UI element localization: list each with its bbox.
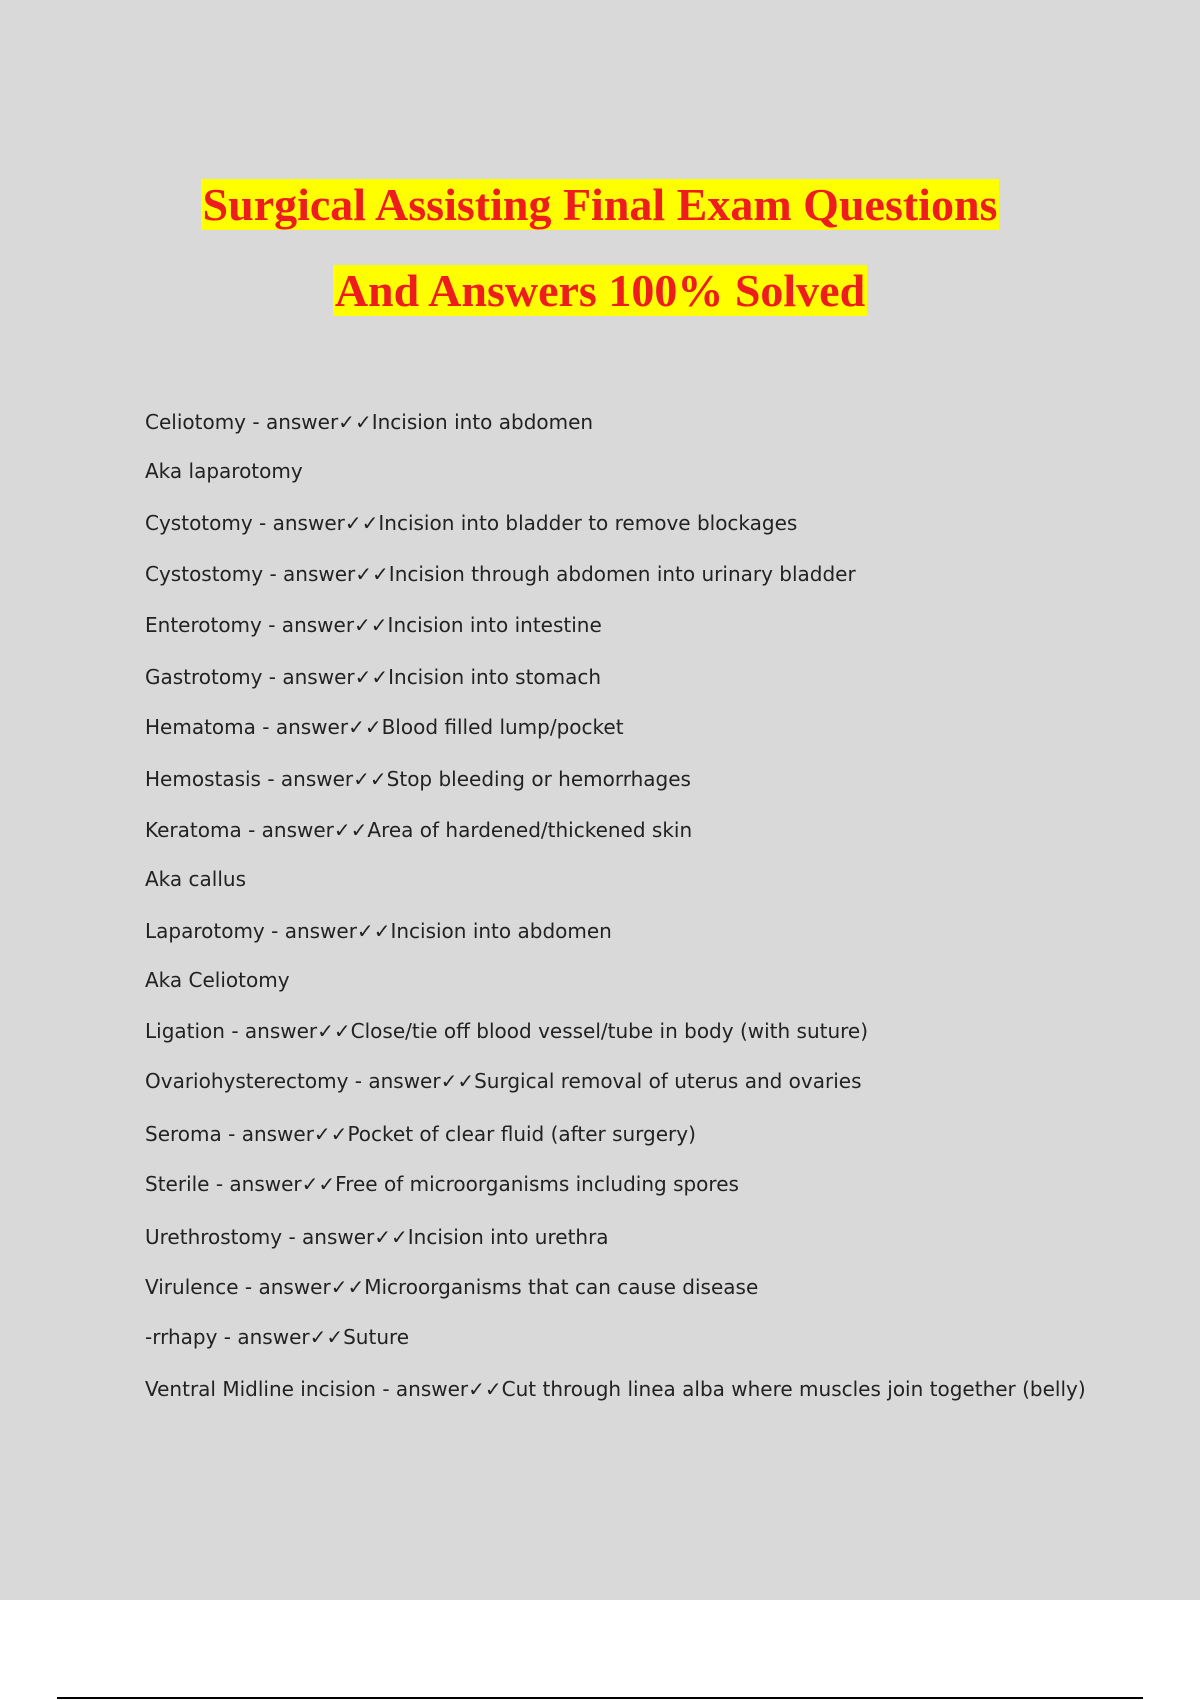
qa-entry: Urethrostomy - answer✓✓Incision into urethra bbox=[145, 1225, 609, 1249]
title-text-1: Surgical Assisting Final Exam Questions bbox=[202, 179, 998, 230]
qa-entry: Ovariohysterectomy - answer✓✓Surgical removal of uterus and ovaries bbox=[145, 1069, 862, 1093]
qa-entry: Keratoma - answer✓✓Area of hardened/thickened skin bbox=[145, 818, 693, 842]
qa-entry: Cystotomy - answer✓✓Incision into bladder to remove blockages bbox=[145, 511, 798, 535]
qa-entry: Ligation - answer✓✓Close/tie off blood vessel/tube in body (with suture) bbox=[145, 1019, 869, 1043]
qa-entry: Aka callus bbox=[145, 867, 246, 891]
page-title bbox=[0, 162, 1200, 334]
qa-entry: Aka laparotomy bbox=[145, 459, 303, 483]
qa-entry: Virulence - answer✓✓Microorganisms that can cause disease bbox=[145, 1275, 759, 1299]
title-text-2: And Answers 100% Solved bbox=[334, 265, 866, 316]
qa-entry: Hematoma - answer✓✓Blood filled lump/pocket bbox=[145, 715, 624, 739]
qa-entry: Hemostasis - answer✓✓Stop bleeding or hemorrhages bbox=[145, 767, 691, 791]
qa-entry: Seroma - answer✓✓Pocket of clear fluid (after surgery) bbox=[145, 1122, 696, 1146]
qa-entry: Laparotomy - answer✓✓Incision into abdomen bbox=[145, 919, 612, 943]
qa-entry: Enterotomy - answer✓✓Incision into intestine bbox=[145, 613, 602, 637]
title-line-1 bbox=[0, 162, 1200, 248]
qa-entry: -rrhapy - answer✓✓Suture bbox=[145, 1325, 410, 1349]
title-line-2 bbox=[0, 248, 1200, 334]
qa-entry: Gastrotomy - answer✓✓Incision into stomach bbox=[145, 665, 602, 689]
footer-divider bbox=[57, 1697, 1143, 1699]
qa-entry: Aka Celiotomy bbox=[145, 968, 290, 992]
qa-entry: Celiotomy - answer✓✓Incision into abdomen bbox=[145, 410, 594, 434]
qa-entry: Sterile - answer✓✓Free of microorganisms including spores bbox=[145, 1172, 739, 1196]
qa-entry: Ventral Midline incision - answer✓✓Cut through linea alba where muscles join together (belly) bbox=[145, 1377, 1086, 1401]
qa-entry: Cystostomy - answer✓✓Incision through abdomen into urinary bladder bbox=[145, 562, 856, 586]
